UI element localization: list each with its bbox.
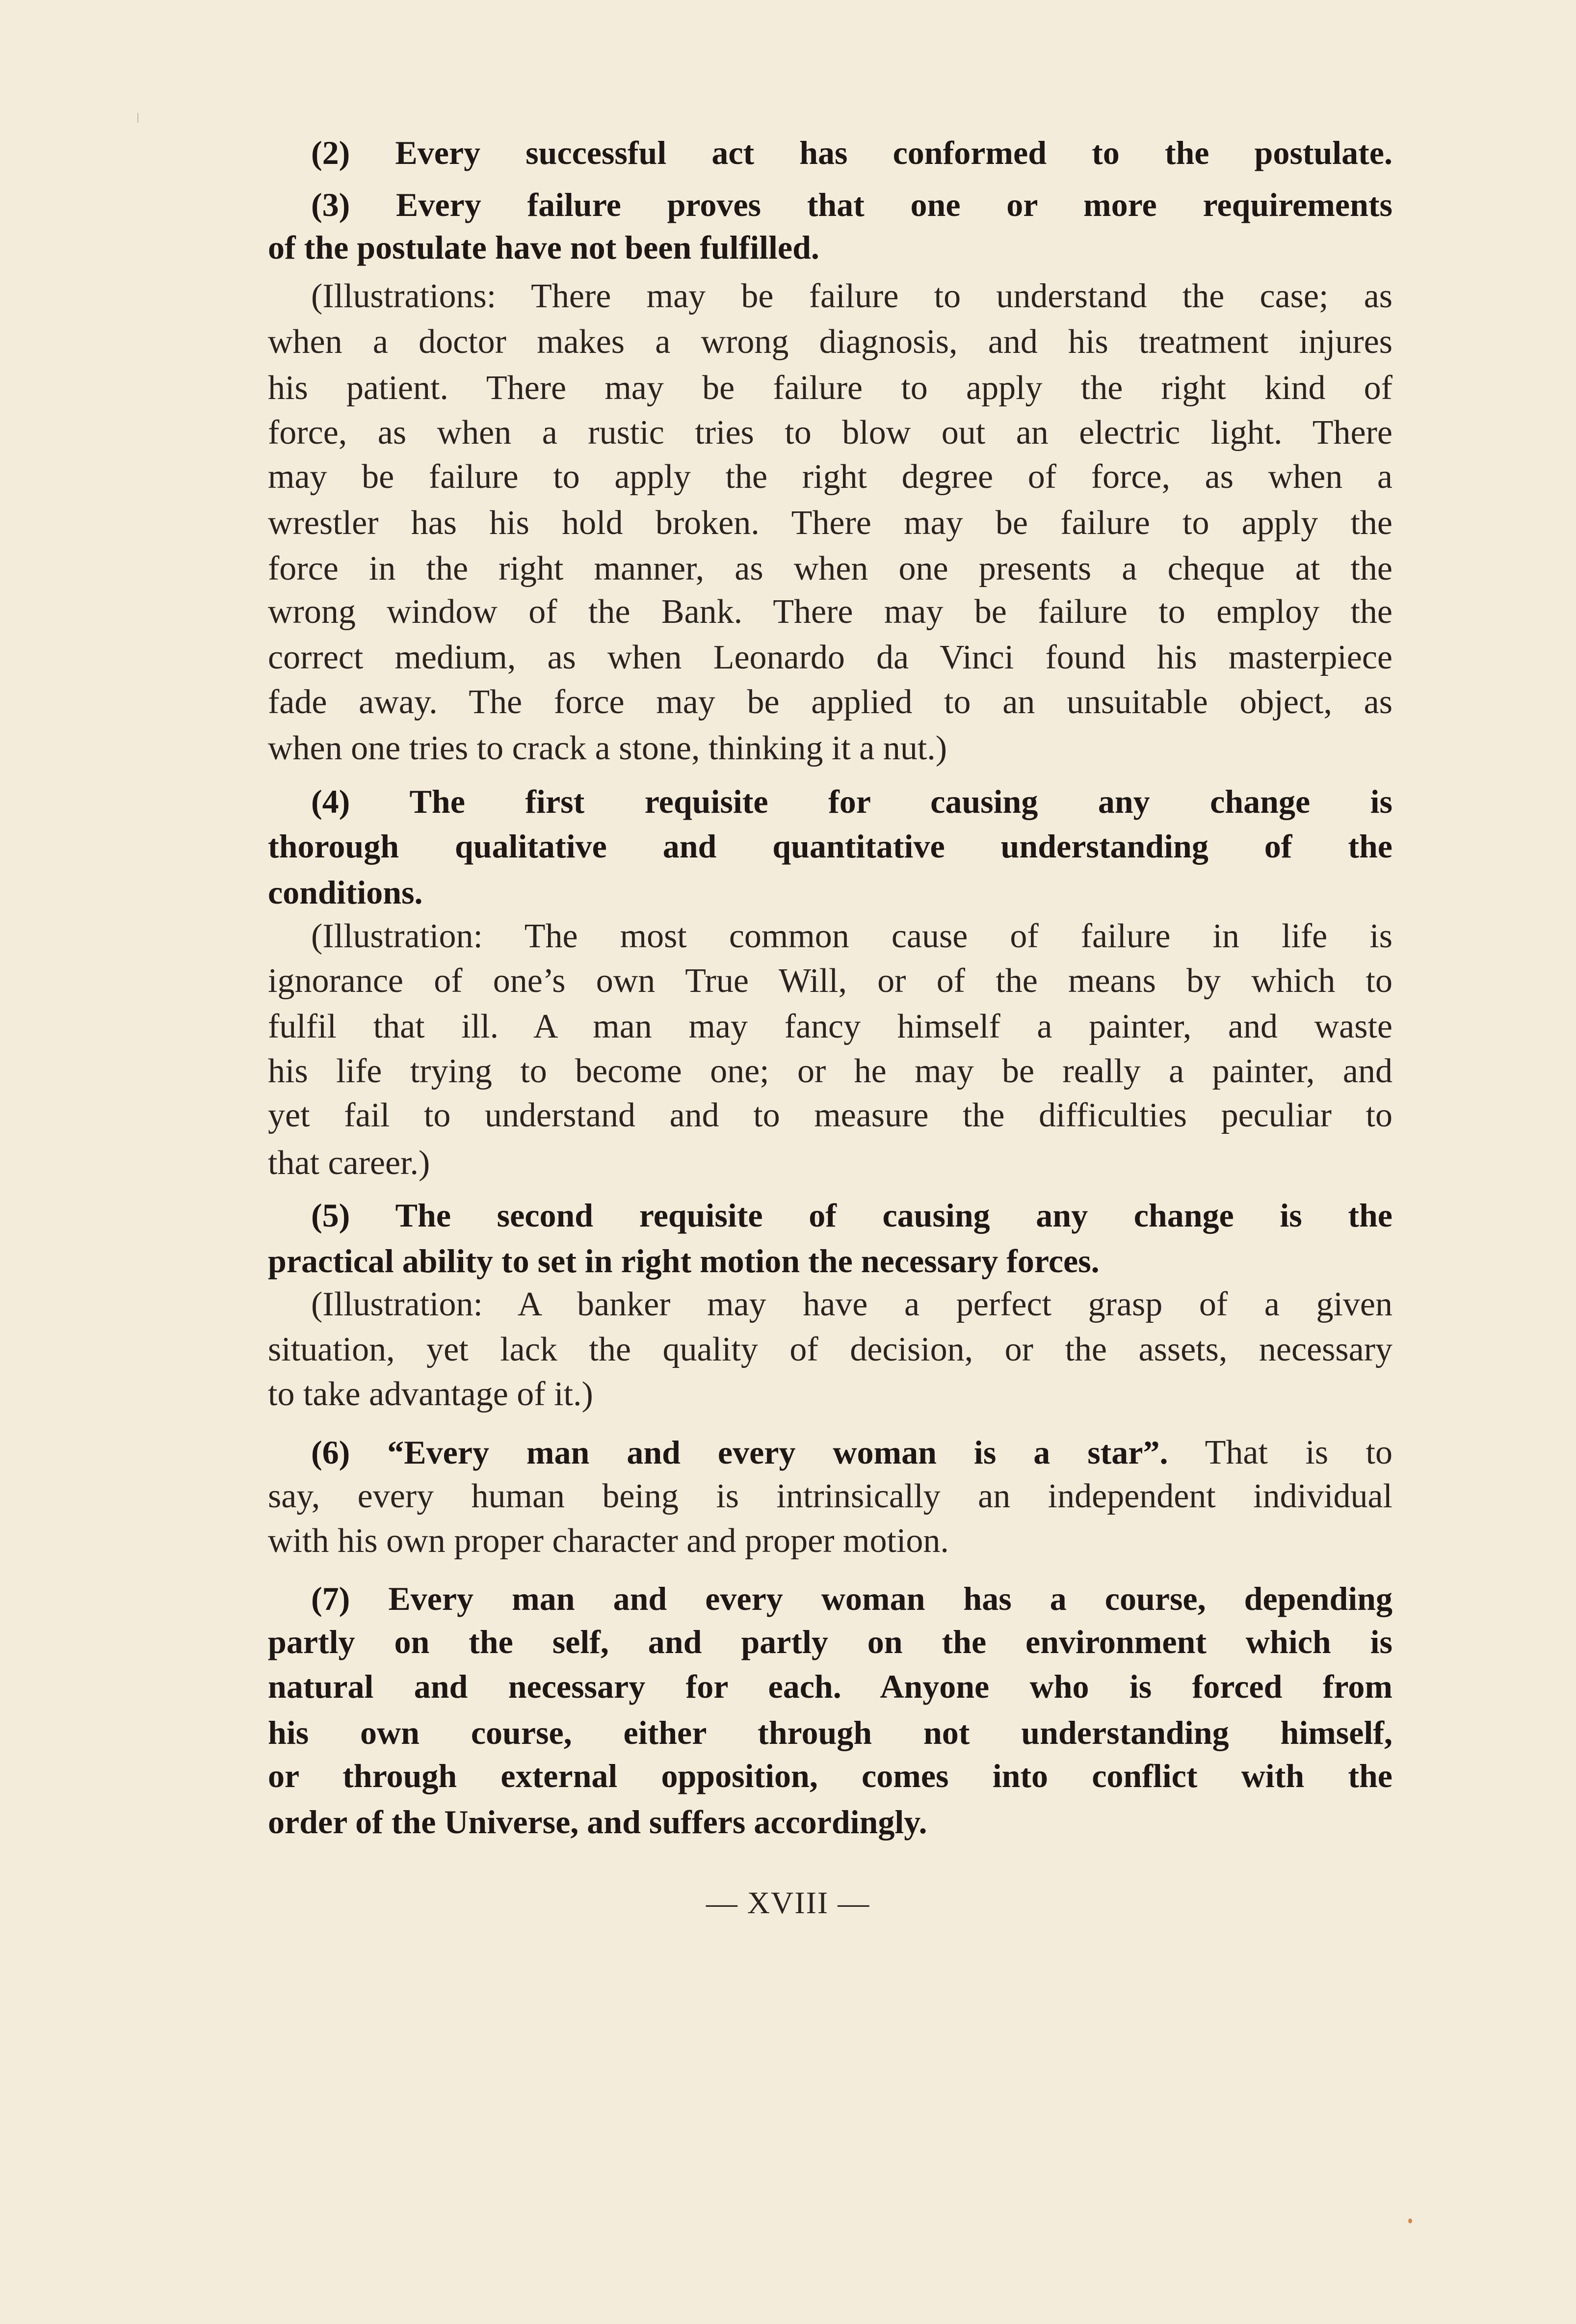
illustrations-3-line: wrestler has his hold broken. There may be failure to apply the — [268, 504, 1392, 542]
illustration-5-line: to take advantage of it.) — [268, 1375, 593, 1413]
item-4-line: (4) The first requisite for causing any change is — [311, 783, 1392, 820]
item-5-line: practical ability to set in right motion the necessary forces. — [268, 1242, 1100, 1280]
illustrations-3-line: force, as when a rustic tries to blow out an electric light. There — [268, 414, 1392, 452]
illustrations-3-line: when a doctor makes a wrong diagnosis, and his treatment injures — [268, 323, 1392, 361]
item-7-line: order of the Universe, and suffers accordingly. — [268, 1803, 927, 1841]
item-7-line: his own course, either through not understanding himself, — [268, 1714, 1392, 1751]
illustrations-3-line: when one tries to crack a stone, thinking it a nut.) — [268, 729, 947, 767]
item-7-line: (7) Every man and every woman has a course, depending — [311, 1580, 1392, 1617]
paper-speck — [1408, 2218, 1412, 2223]
illustration-4-line: fulfil that ill. A man may fancy himself a painter, and waste — [268, 1008, 1392, 1045]
illustrations-3-line: force in the right manner, as when one presents a cheque at the — [268, 550, 1392, 588]
illustrations-3-line: wrong window of the Bank. There may be failure to employ the — [268, 593, 1392, 631]
item-3-line: (3) Every failure proves that one or more requirements — [311, 186, 1392, 223]
illustration-4-line: (Illustration: The most common cause of failure in life is — [311, 917, 1392, 955]
item-7-line: partly on the self, and partly on the environment which is — [268, 1623, 1392, 1660]
item-7-line: natural and necessary for each. Anyone who is forced from — [268, 1668, 1392, 1705]
page-number: — XVIII — — [706, 1885, 870, 1920]
illustration-5-line: (Illustration: A banker may have a perfect grasp of a given — [311, 1285, 1392, 1323]
illustrations-3-line: (Illustrations: There may be failure to understand the case; as — [311, 277, 1392, 315]
illustration-4-line: his life trying to become one; or he may be really a painter, and — [268, 1052, 1392, 1090]
illustrations-3-line: correct medium, as when Leonardo da Vinci found his masterpiece — [268, 639, 1392, 676]
item-5-line: (5) The second requisite of causing any change is the — [311, 1197, 1392, 1234]
illustrations-3-line: fade away. The force may be applied to an unsuitable object, as — [268, 683, 1392, 721]
scan-mark — [137, 113, 138, 123]
item-4-line: conditions. — [268, 874, 423, 911]
illustration-4-line: yet fail to understand and to measure the difficulties peculiar to — [268, 1096, 1392, 1134]
item-6-bold-lead: (6) “Every man and every woman is a star”. — [311, 1434, 1168, 1471]
illustration-4-line: ignorance of one’s own True Will, or of the means by which to — [268, 962, 1392, 1000]
item-6-lead-rest: That is to — [1168, 1434, 1392, 1471]
item-3-line: of the postulate have not been fulfilled. — [268, 229, 819, 266]
item-6-line: with his own proper character and proper motion. — [268, 1522, 949, 1560]
item-2-line: (2) Every successful act has conformed to the postulate. — [311, 134, 1392, 171]
illustration-4-line: that career.) — [268, 1144, 430, 1182]
item-4-line: thorough qualitative and quantitative understanding of the — [268, 828, 1392, 865]
item-7-line: or through external opposition, comes into conflict with the — [268, 1757, 1392, 1794]
illustration-5-line: situation, yet lack the quality of decision, or the assets, necessary — [268, 1331, 1392, 1368]
illustrations-3-line: his patient. There may be failure to apply the right kind of — [268, 369, 1392, 407]
item-6-line — [311, 1429, 1392, 1476]
item-6-line: say, every human being is intrinsically an independent individual — [268, 1477, 1392, 1515]
illustrations-3-line: may be failure to apply the right degree of force, as when a — [268, 458, 1392, 496]
